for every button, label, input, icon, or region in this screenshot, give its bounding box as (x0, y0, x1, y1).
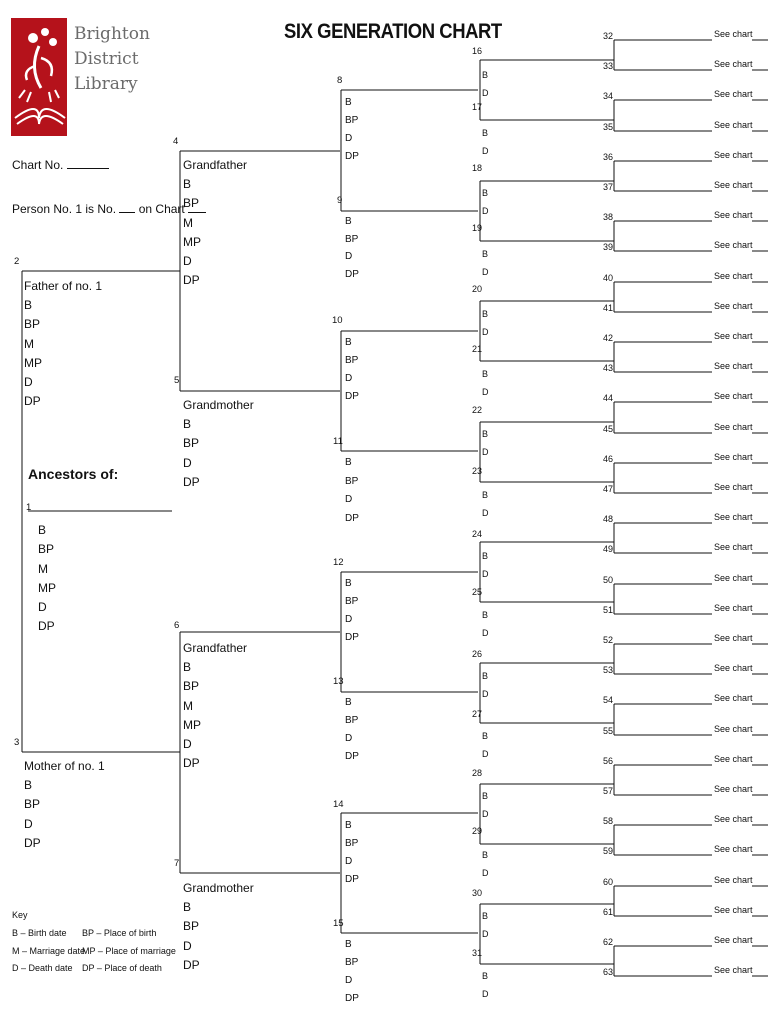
person-number: 53 (603, 665, 614, 675)
field-label: B (482, 249, 489, 259)
field-label: D (482, 387, 489, 397)
person-6-fields[interactable] (183, 639, 247, 773)
person-number: 17 (472, 102, 483, 112)
person-39-name-field[interactable] (616, 239, 766, 253)
field-label: BP (345, 233, 359, 245)
field-label: BP (183, 919, 200, 934)
person-52-name-field[interactable] (616, 632, 766, 646)
field-label: DP (24, 835, 41, 850)
person-54-name-field[interactable] (616, 692, 766, 706)
person-2-fields[interactable] (24, 277, 102, 411)
field-label: B (482, 850, 489, 860)
field-label: D (183, 455, 192, 470)
field-label: D (482, 628, 489, 638)
field-label: BP (38, 542, 55, 557)
see-chart-label: See chart (714, 271, 753, 281)
field-label: B (183, 177, 192, 192)
person-number: 38 (603, 212, 614, 222)
field-label: D (345, 975, 353, 986)
see-chart-label: See chart (714, 573, 753, 583)
person-number: 6 (174, 620, 180, 631)
person-number: 7 (174, 858, 180, 869)
person-50-name-field[interactable] (616, 572, 766, 586)
field-label: M (24, 336, 34, 351)
field-label: BP (183, 679, 200, 694)
person-46-name-field[interactable] (616, 451, 766, 465)
person-number: 55 (603, 726, 614, 736)
see-chart-label: See chart (714, 905, 753, 915)
person-55-name-field[interactable] (616, 723, 766, 737)
person-number: 14 (333, 799, 344, 810)
person-number: 48 (603, 514, 614, 524)
person-role: Father of no. 1 (24, 279, 103, 293)
field-label: B (482, 610, 489, 620)
see-chart-label: See chart (714, 301, 753, 311)
key-m: M – Marriage date (12, 946, 86, 956)
person-60-name-field[interactable] (616, 874, 766, 888)
person-37-name-field[interactable] (616, 179, 766, 193)
field-label: D (345, 494, 353, 505)
field-label: D (482, 809, 489, 819)
person-36-name-field[interactable] (616, 149, 766, 163)
field-label: BP (345, 957, 359, 968)
field-label: D (345, 614, 353, 625)
person-number: 13 (333, 676, 344, 687)
person-43-name-field[interactable] (616, 360, 766, 374)
person-number: 2 (14, 256, 20, 267)
field-label: B (482, 309, 489, 319)
field-label: DP (345, 268, 359, 280)
key-d: D – Death date (12, 963, 73, 973)
person-9-fields[interactable] (345, 213, 359, 283)
person-17-fields[interactable] (482, 124, 489, 160)
person-4-fields[interactable] (183, 156, 247, 290)
person-1-fields[interactable] (38, 521, 56, 637)
see-chart-label: See chart (714, 422, 753, 432)
field-label: MP (38, 580, 56, 595)
field-label: M (183, 698, 193, 713)
person-number: 40 (603, 273, 614, 283)
person-number: 15 (333, 918, 344, 929)
see-chart-label: See chart (714, 965, 753, 975)
person-21-fields[interactable] (482, 365, 489, 401)
person-number: 59 (603, 846, 614, 856)
person-11-fields[interactable] (345, 454, 359, 528)
person-29-fields[interactable] (482, 846, 489, 882)
field-label: B (482, 188, 489, 198)
see-chart-label: See chart (714, 29, 753, 39)
person-number: 51 (603, 605, 614, 615)
person-63-name-field[interactable] (616, 964, 766, 978)
see-chart-label: See chart (714, 784, 753, 794)
person-no-suffix: on Chart (138, 202, 185, 216)
field-label: B (345, 97, 352, 108)
field-label: BP (345, 596, 359, 607)
see-chart-label: See chart (714, 180, 753, 190)
field-label: D (24, 375, 33, 390)
person-13-fields[interactable] (345, 694, 359, 766)
field-label: D (345, 133, 353, 144)
person-number: 62 (603, 937, 614, 947)
person-number: 22 (472, 405, 483, 415)
page-title: SIX GENERATION CHART (284, 20, 502, 43)
person-number: 45 (603, 424, 614, 434)
logo-line-3: Library (74, 74, 138, 94)
person-number: 10 (332, 315, 343, 326)
see-chart-label: See chart (714, 693, 753, 703)
field-label: BP (345, 715, 359, 726)
person-47-name-field[interactable] (616, 481, 766, 495)
field-label: D (482, 327, 489, 337)
person-18-fields[interactable] (482, 184, 489, 220)
person-number: 32 (603, 31, 614, 41)
field-label: DP (345, 874, 359, 885)
field-label: D (482, 267, 489, 277)
person-35-name-field[interactable] (616, 119, 766, 133)
person-role: Grandmother (183, 881, 254, 895)
person-number: 31 (472, 948, 483, 958)
field-label: B (345, 939, 352, 950)
field-label: BP (24, 317, 41, 332)
person-56-name-field[interactable] (616, 753, 766, 767)
field-label: D (482, 447, 489, 457)
field-label: MP (183, 717, 201, 732)
person-number: 28 (472, 768, 483, 778)
field-label: D (345, 733, 353, 744)
see-chart-label: See chart (714, 240, 753, 250)
person-number: 36 (603, 152, 614, 162)
field-label: D (345, 251, 353, 262)
person-number: 18 (472, 163, 483, 173)
field-label: B (345, 820, 352, 831)
field-label: B (38, 523, 47, 537)
field-label: DP (345, 632, 359, 643)
field-label: B (482, 731, 489, 741)
person-31-fields[interactable] (482, 967, 489, 1003)
field-label: B (482, 490, 489, 500)
logo-line-1: Brighton (74, 24, 150, 44)
person-number: 1 (26, 502, 32, 513)
see-chart-label: See chart (714, 935, 753, 945)
person-20-fields[interactable] (482, 305, 489, 341)
field-label: D (345, 373, 353, 384)
see-chart-label: See chart (714, 150, 753, 160)
person-number: 52 (603, 635, 614, 645)
field-label: D (482, 689, 489, 699)
field-label: B (345, 216, 352, 227)
field-label: MP (183, 234, 201, 249)
person-number: 3 (14, 737, 20, 748)
field-label: BP (183, 196, 200, 211)
field-label: MP (24, 355, 42, 370)
person-48-name-field[interactable] (616, 511, 766, 525)
person-number: 41 (603, 303, 614, 313)
person-number: 11 (333, 436, 343, 447)
field-label: D (482, 989, 489, 999)
flower-book-icon (11, 18, 67, 136)
field-label: D (38, 600, 47, 615)
person-58-name-field[interactable] (616, 813, 766, 827)
see-chart-label: See chart (714, 89, 753, 99)
person-number: 58 (603, 816, 614, 826)
person-number: 30 (472, 888, 483, 898)
field-label: BP (345, 115, 359, 126)
person-number: 39 (603, 242, 614, 252)
field-label: B (482, 429, 489, 439)
field-label: B (24, 298, 33, 313)
person-7-fields[interactable] (183, 879, 254, 975)
person-number: 29 (472, 826, 483, 836)
see-chart-label: See chart (714, 391, 753, 401)
person-59-name-field[interactable] (616, 843, 766, 857)
field-label: D (482, 88, 489, 98)
person-16-fields[interactable] (482, 66, 489, 102)
field-label: B (482, 671, 489, 681)
person-53-name-field[interactable] (616, 662, 766, 676)
person-no-prefix: Person No. 1 is No. (12, 202, 117, 216)
chart-no-field[interactable] (12, 158, 109, 172)
field-label: DP (183, 756, 200, 771)
see-chart-label: See chart (714, 542, 753, 552)
field-label: D (183, 737, 192, 752)
person-number: 34 (603, 91, 614, 101)
see-chart-label: See chart (714, 59, 753, 69)
field-label: BP (345, 355, 359, 366)
field-label: BP (345, 475, 359, 487)
person-32-name-field[interactable] (616, 28, 766, 42)
person-24-fields[interactable] (482, 547, 489, 583)
person-number: 23 (472, 466, 483, 476)
field-label: B (345, 337, 352, 348)
field-label: D (345, 856, 353, 867)
field-label: D (482, 749, 489, 759)
field-label: DP (183, 474, 200, 489)
field-label: B (482, 971, 489, 981)
field-label: DP (345, 391, 359, 402)
person-number: 27 (472, 709, 483, 719)
field-label: B (183, 417, 192, 432)
person-number: 60 (603, 877, 614, 887)
field-label: BP (345, 838, 359, 849)
see-chart-label: See chart (714, 452, 753, 462)
person-number: 47 (603, 484, 614, 494)
person-number: 35 (603, 122, 614, 132)
key-heading: Key (12, 910, 28, 920)
field-label: B (482, 369, 489, 379)
person-51-name-field[interactable] (616, 602, 766, 616)
key-bp: BP – Place of birth (82, 928, 157, 938)
see-chart-label: See chart (714, 512, 753, 522)
see-chart-label: See chart (714, 210, 753, 220)
field-label: B (482, 911, 489, 921)
person-34-name-field[interactable] (616, 88, 766, 102)
person-number: 25 (472, 587, 483, 597)
person-10-fields[interactable] (345, 334, 359, 406)
person-40-name-field[interactable] (616, 270, 766, 284)
see-chart-label: See chart (714, 844, 753, 854)
person-61-name-field[interactable] (616, 904, 766, 918)
field-label: M (38, 561, 48, 576)
see-chart-label: See chart (714, 633, 753, 643)
person-number: 4 (173, 136, 179, 147)
person-57-name-field[interactable] (616, 783, 766, 797)
person-number: 57 (603, 786, 614, 796)
see-chart-label: See chart (714, 754, 753, 764)
field-label: DP (345, 993, 359, 1004)
see-chart-label: See chart (714, 331, 753, 341)
person-14-fields[interactable] (345, 817, 359, 889)
person-number: 21 (472, 344, 483, 354)
field-label: B (183, 660, 192, 675)
person-27-fields[interactable] (482, 727, 489, 763)
person-number: 44 (603, 393, 614, 403)
see-chart-label: See chart (714, 663, 753, 673)
person-number: 33 (603, 61, 614, 71)
see-chart-label: See chart (714, 120, 753, 130)
person-number: 12 (333, 557, 344, 568)
field-label: D (183, 938, 192, 953)
person-number: 63 (603, 967, 614, 977)
see-chart-label: See chart (714, 603, 753, 613)
field-label: B (345, 697, 352, 708)
person-number: 24 (472, 529, 483, 539)
field-label: DP (345, 512, 359, 524)
person-number: 61 (603, 907, 614, 917)
field-label: BP (24, 797, 41, 812)
person-number: 26 (472, 649, 483, 659)
person-number: 19 (472, 223, 483, 233)
chart-no-label: Chart No. (12, 158, 64, 172)
field-label: D (482, 508, 489, 518)
see-chart-label: See chart (714, 361, 753, 371)
person-15-fields[interactable] (345, 936, 359, 1008)
key-mp: MP – Place of marriage (82, 946, 176, 956)
field-label: D (482, 569, 489, 579)
person-12-fields[interactable] (345, 575, 359, 647)
person-number: 5 (174, 375, 180, 386)
key-dp: DP – Place of death (82, 963, 162, 973)
person-role: Mother of no. 1 (24, 759, 105, 773)
person-role: Grandfather (183, 641, 248, 655)
person-33-name-field[interactable] (616, 58, 766, 72)
field-label: D (183, 254, 192, 269)
person-number: 9 (337, 195, 343, 206)
person-number: 50 (603, 575, 614, 585)
person-3-fields[interactable] (24, 757, 105, 853)
field-label: D (482, 929, 489, 939)
person-44-name-field[interactable] (616, 390, 766, 404)
person-number: 46 (603, 454, 614, 464)
person-23-fields[interactable] (482, 486, 489, 522)
person-number: 56 (603, 756, 614, 766)
field-label: DP (38, 619, 55, 634)
field-label: B (482, 128, 489, 138)
see-chart-label: See chart (714, 814, 753, 824)
field-label: D (482, 146, 489, 156)
ancestors-heading: Ancestors of: (28, 466, 119, 482)
person-number: 49 (603, 544, 614, 554)
person-45-name-field[interactable] (616, 421, 766, 435)
person-number: 43 (603, 363, 614, 373)
person-26-fields[interactable] (482, 667, 489, 703)
person-number: 54 (603, 695, 614, 705)
field-label: DP (24, 394, 41, 409)
field-label: B (482, 791, 489, 801)
person-number: 42 (603, 333, 614, 343)
person-number: 16 (472, 46, 483, 56)
person-62-name-field[interactable] (616, 934, 766, 948)
person-42-name-field[interactable] (616, 330, 766, 344)
person-role: Grandfather (183, 158, 248, 172)
person-49-name-field[interactable] (616, 541, 766, 555)
field-label: D (24, 816, 33, 831)
person-28-fields[interactable] (482, 787, 489, 823)
person-22-fields[interactable] (482, 425, 489, 461)
field-label: D (482, 868, 489, 878)
person-41-name-field[interactable] (616, 300, 766, 314)
field-label: DP (183, 273, 200, 288)
field-label: DP (345, 151, 359, 162)
see-chart-label: See chart (714, 482, 753, 492)
see-chart-label: See chart (714, 724, 753, 734)
field-label: D (482, 206, 489, 216)
field-label: B (345, 578, 352, 589)
field-label: M (183, 215, 193, 230)
key-b: B – Birth date (12, 928, 67, 938)
library-logo-mark (11, 18, 67, 136)
person-number: 8 (337, 75, 343, 86)
person-8-fields[interactable] (345, 94, 359, 166)
field-label: DP (345, 751, 359, 762)
field-label: BP (183, 436, 200, 451)
person-5-fields[interactable] (183, 396, 254, 492)
person-25-fields[interactable] (482, 606, 489, 642)
see-chart-label: See chart (714, 875, 753, 885)
person-number: 20 (472, 284, 483, 294)
field-label: B (482, 70, 489, 80)
person-38-name-field[interactable] (616, 209, 766, 223)
person-30-fields[interactable] (482, 907, 489, 943)
field-label: B (482, 551, 489, 561)
person-role: Grandmother (183, 398, 254, 412)
field-label: B (24, 778, 33, 793)
person-number: 37 (603, 182, 614, 192)
field-label: B (183, 900, 192, 915)
person-no-field[interactable] (12, 202, 206, 216)
field-label: B (345, 457, 352, 468)
logo-line-2: District (74, 49, 139, 69)
person-19-fields[interactable] (482, 245, 489, 281)
field-label: DP (183, 957, 200, 972)
